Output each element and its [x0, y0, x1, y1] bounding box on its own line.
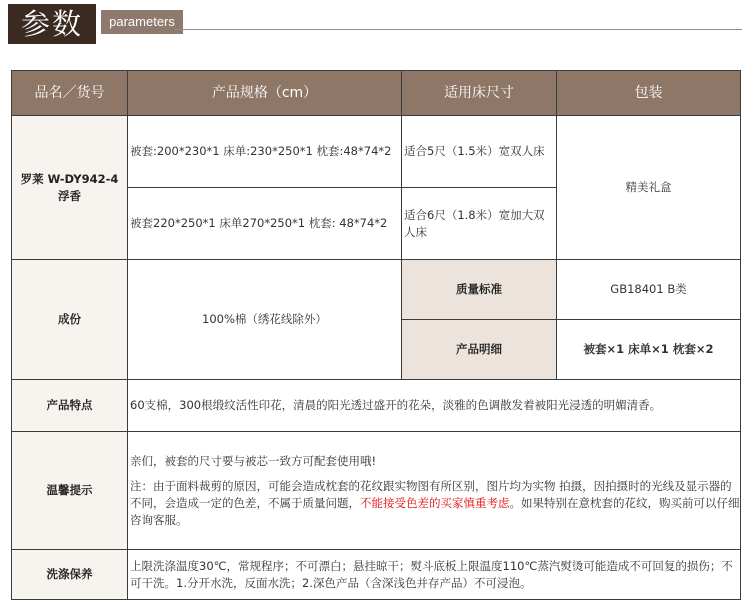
tips-cell	[128, 432, 741, 550]
table-row	[12, 380, 741, 432]
wash-value: 上限洗涤温度30℃，常规程序；不可漂白；悬挂晾干；熨斗底板上限温度110℃蒸汽熨烫可能造成不可回复的损伤；不可干洗。1.分开水洗，反面水洗；2.深色产品（含深浅色并存产品）不可浸泡。	[128, 550, 741, 600]
bed-size-cell-1: 适合5尺（1.5米）宽双人床	[402, 116, 557, 188]
tips-note-b: 。如果特别在意枕套的花纹，购买前可以仔细咨询客服。	[130, 495, 740, 527]
composition-label: 成份	[12, 260, 128, 380]
section-title-en: parameters	[101, 10, 183, 34]
section-title-cn: 参数	[8, 4, 96, 44]
table-row	[12, 260, 741, 320]
product-name-line1: 罗莱 W-DY942-4	[20, 171, 119, 186]
bed-size-cell-2: 适合6尺（1.8米）宽加大双人床	[402, 188, 557, 260]
wash-label: 洗涤保养	[12, 550, 128, 600]
col-header-name: 品名／货号	[12, 71, 128, 116]
tips-line1: 亲们，被套的尺寸要与被芯一致方可配套使用哦!	[130, 453, 377, 468]
packaging-cell: 精美礼盒	[557, 116, 741, 260]
tips-label: 温馨提示	[12, 432, 128, 550]
features-value: 60支棉，300根缎纹活性印花，清晨的阳光透过盛开的花朵，淡雅的色调散发着被阳光浸透的明媚清香。	[128, 380, 741, 432]
tips-note	[130, 478, 740, 529]
spec-cell-2: 被套220*250*1 床单270*250*1 枕套: 48*74*2	[128, 188, 402, 260]
product-name-cell	[12, 116, 128, 260]
quality-value: GB18401 B类	[557, 260, 741, 320]
table-row	[12, 432, 741, 550]
spec-cell-1: 被套:200*230*1 床单:230*250*1 枕套:48*74*2	[128, 116, 402, 188]
col-header-bed-size: 适用床尺寸	[402, 71, 557, 116]
detail-value: 被套×1 床单×1 枕套×2	[557, 320, 741, 380]
col-header-packaging: 包装	[557, 71, 741, 116]
table-row	[12, 550, 741, 600]
col-header-spec: 产品规格（cm）	[128, 71, 402, 116]
parameters-table	[11, 70, 741, 600]
quality-label: 质量标准	[402, 260, 557, 320]
product-name-line2: 浮香	[58, 188, 81, 203]
detail-label: 产品明细	[402, 320, 557, 380]
tips-note-a: 注：由于面料裁剪的原因，可能会造成枕套的花纹跟实物图有所区别，图片均为实物 拍摄，因拍摄时的光线及显示器的不同，会造成一定的色差，不属于质量问题，	[130, 478, 732, 510]
tips-note-warning: 不能接受色差的买家慎重考虑	[360, 495, 510, 510]
table-header-row	[12, 71, 741, 116]
features-label: 产品特点	[12, 380, 128, 432]
header-divider	[175, 29, 742, 30]
table-row	[12, 116, 741, 188]
composition-value: 100%棉（绣花线除外）	[128, 260, 402, 380]
